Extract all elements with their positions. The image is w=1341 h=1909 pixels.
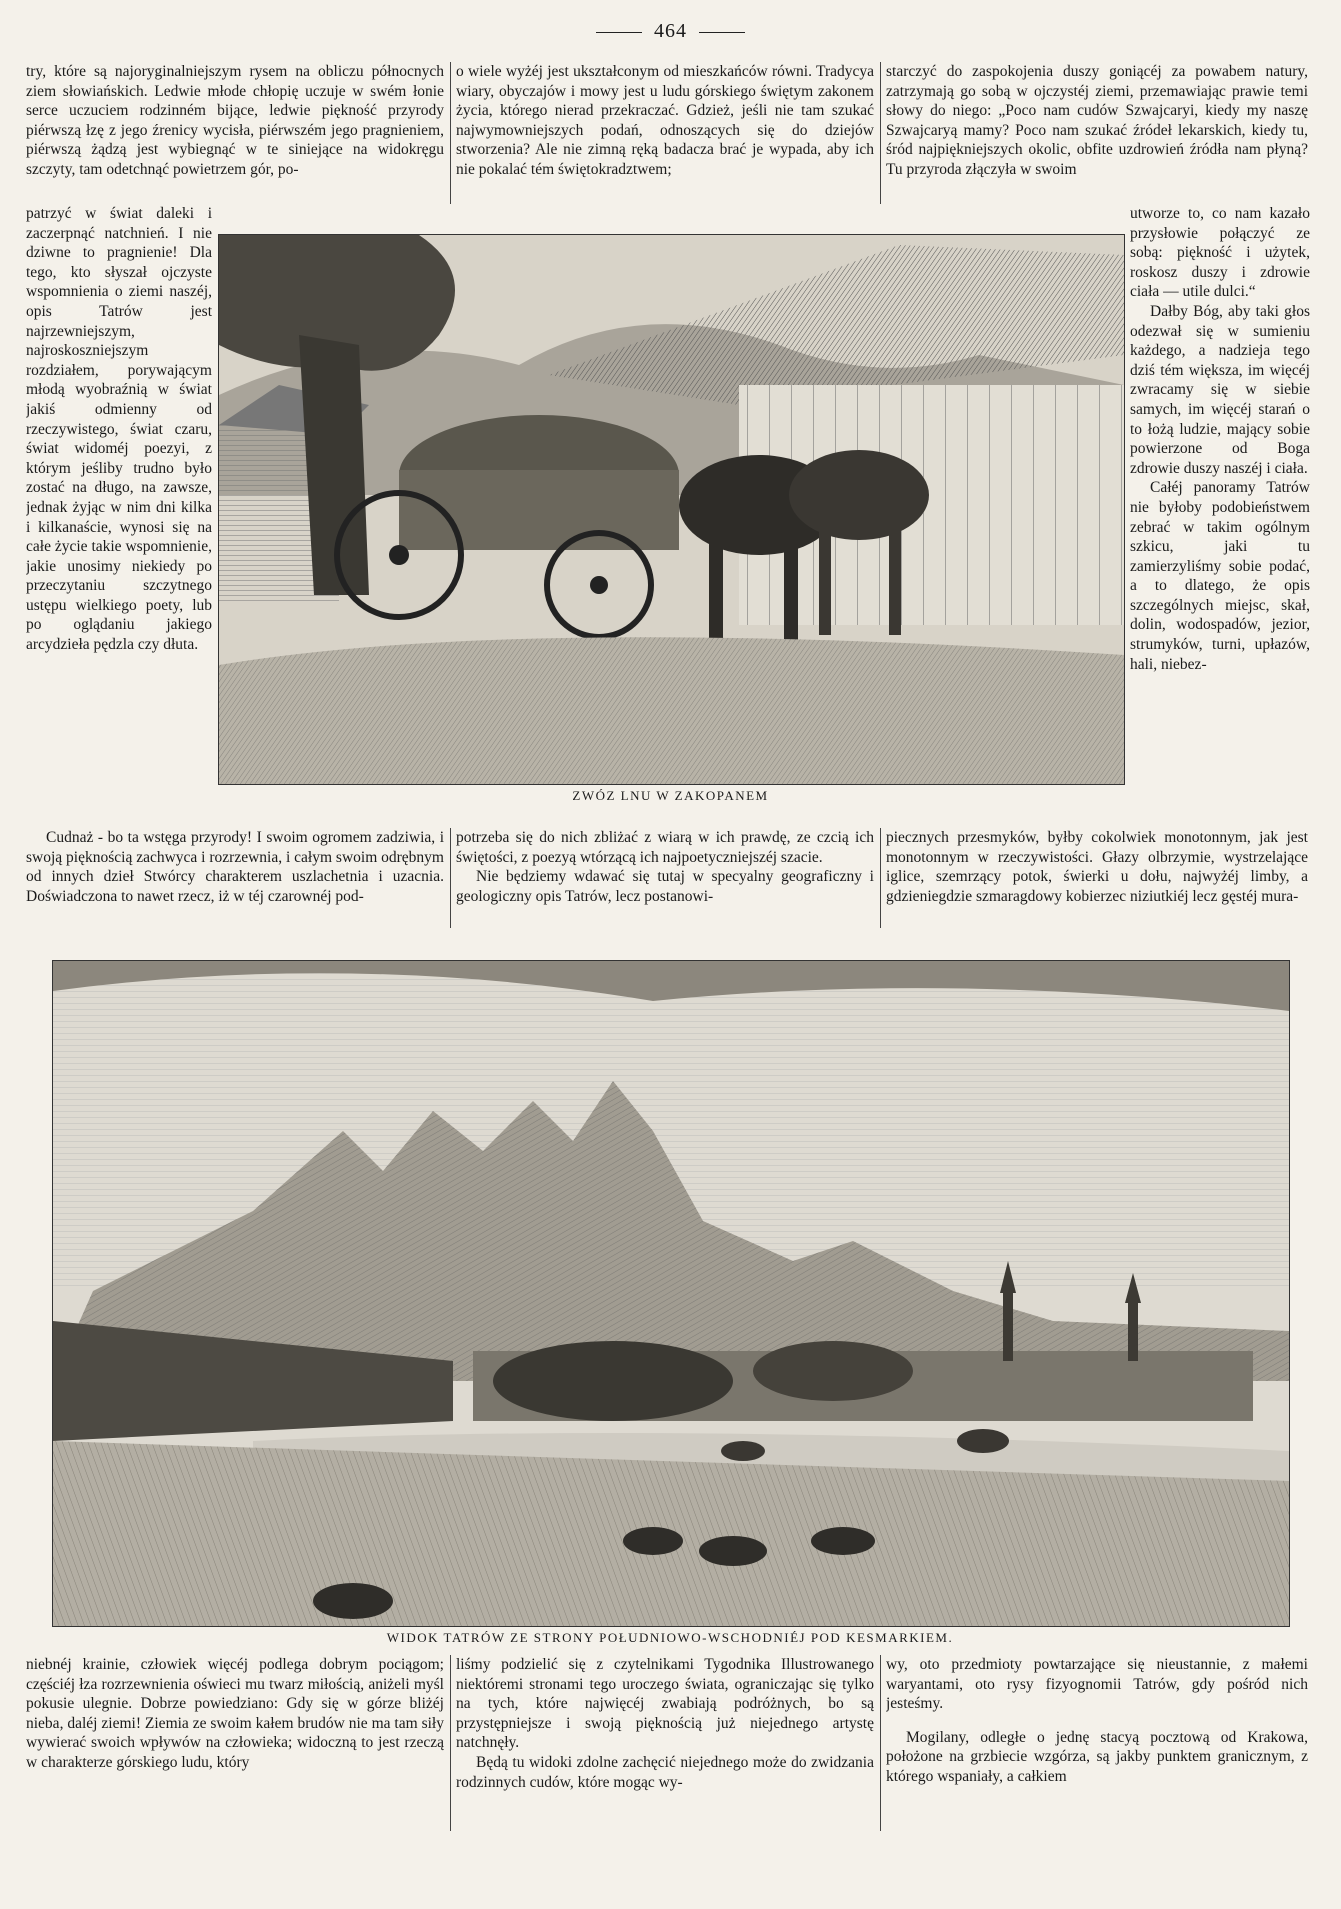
bottom-column-1: niebnéj krainie, człowiek więcéj podlega dobrym pociągom; częściéj łza rozrzewnienia oświeci mu twarz miłością, aniżeli myśl pokusie ulegnie. Dobrze powiedziano: Gdy się w górze bliżéj nieba, daléj ziemi! Ziemia ze swoim kałem brudów nie ma tam siły wywierać swoich wpływów na człowieka; widoczną to jest rzeczą w charakterze górskiego ludu, który xyxy=(26,1656,444,1771)
middle-column-2: potrzeba się do nich zbliżać z wiarą w ich prawdę, ze czcią ich świętości, z poezyą wtórzącą ich najpoetyczniejszéj szacie. Nie będziemy wdawać się tutaj w specyalny geograficzny i geologiczny opis Tatrów, lecz postanowi- xyxy=(456,829,874,905)
bottom-column-3: wy, oto przedmioty powtarzające się nieustannie, z małemi waryantami, oto rysy fizyognomii Tatrów, gdy pośród nich jesteśmy. Mogilany, odległe o jednę stacyą pocztową od Krakowa, położone na grzbiecie wzgórza, są jakby punktem granicznym, z którego wspaniały, a całkiem xyxy=(886,1656,1308,1785)
figure-flax-cart xyxy=(218,234,1125,785)
top-column-3: starczyć do zaspokojenia duszy goniącéj za powabem natury, zatrzymają go sobą w ojczystéj ziemi, przemawiając prawie temi słowy do niego: „Poco nam cudów Szwajcaryi, kiedy my naszę Szwajcaryą mamy? Poco nam szukać źródeł lekarskich, kiedy tu, śród najpiękniejszych okolic, obfite uzdrowień źródła nam płyną? Tu przyroda złączyła w swoim xyxy=(886,63,1308,178)
column-rule xyxy=(450,62,451,204)
top-column-2: o wiele wyżéj jest ukształconym od mieszkańców równi. Tradycya wiary, obyczajów i mowy jest u ludu górskiego świętym zakonem życia, którego nierad przekraczać. Gdzież, jeśli nie tam szukać najwymowniejszych podań, odnoszących się do dziejów stworzenia? Ale nie zimną ręką badacza brać je wypada, aby ich nie pokalać tém świętokradztwem; xyxy=(456,63,874,178)
right-narrow-column: utworze to, co nam kazało przysłowie połączyć ze sobą: piękność i użytek, roskosz duszy i zdrowie ciała — utile dulci.“ Dałby Bóg, aby taki głos odezwał się w sumieniu każdego, a nadzieja tego dziś tém większa, im więcéj zwracamy się w siebie samych, im więcéj starań o to łożą ludzie, mający sobie powierzone od Boga zdrowie duszy naszéj i ciała. Całéj panoramy Tatrów nie byłoby podobieństwem zebrać w takim ogólnym szkicu, jaki tu zamierzyliśmy sobie podać, a to dlatego, że opis szczególnych miejsc, skał, dolin, wodospadów, jezior, strumyków, turni, upłazów, hali, niebez- xyxy=(1130,205,1310,673)
column-rule xyxy=(880,1655,881,1831)
bottom-column-2: liśmy podzielić się z czytelnikami Tygodnika Illustrowanego niektóremi stronami tego uroczego świata, ograniczając się tylko na tych, które najwięcéj zwabiają podróżnych, bo są przystępniejsze i swoją pięknością już niejednego artystę natchnęły. Będą tu widoki zdolne zachęcić niejednego może do zwidzania rodzinnych cudów, które mogąc wy- xyxy=(456,1656,874,1791)
figure-1-caption: ZWÓZ LNU W ZAKOPANEM xyxy=(572,788,769,803)
engraving-flax-cart xyxy=(219,235,1124,784)
page-number xyxy=(0,20,1341,43)
engraving-tatra-panorama xyxy=(53,961,1289,1626)
column-rule xyxy=(880,62,881,204)
page-number-text: 464 xyxy=(654,20,687,42)
column-rule xyxy=(450,828,451,928)
figure-tatra-panorama xyxy=(52,960,1290,1627)
figure-2-caption: WIDOK TATRÓW ZE STRONY POŁUDNIOWO-WSCHODNIÉJ POD KESMARKIEM. xyxy=(386,1630,954,1645)
column-rule xyxy=(880,828,881,928)
top-column-1: try, które są najoryginalniejszym rysem na obliczu północnych ziem słowiańskich. Ledwie młode chłopię uczuje w swém łonie serce uczuciem rodzinném bijące, ledwie piękność przyrody piérwszą łzę z jego źrenicy wycisła, piérwszém jego pragnieniem, piérwszą żądzą jest wybiegnąć w te siniejące na widokręgu szczyty, tam odetchnąć powietrzem gór, po- xyxy=(26,63,444,178)
middle-column-1: Cudnaż - bo ta wstęga przyrody! I swoim ogromem zadziwia, i swoją pięknością zachwyca i rozrzewnia, i całym swoim odrębnym od innych dzieł Stwórcy charakterem uszlachetnia i uzacnia. Doświadczona to nawet rzecz, iż w téj czarownéj pod- xyxy=(26,829,444,905)
column-rule xyxy=(450,1655,451,1831)
middle-column-3: piecznych przesmyków, byłby cokolwiek monotonnym, jak jest monotonnym w rzeczywistości. Głazy olbrzymie, wystrzelające iglice, szemrzący potok, świerki u dołu, najwyżéj limby, a gdzieniegdzie szmaragdowy kobierzec niziutkiéj lecz gęstéj mura- xyxy=(886,829,1308,905)
left-narrow-column: patrzyć w świat daleki i zaczerpnąć natchnień. I nie dziwne to pragnienie! Dla tego, kto słyszał ojczyste wspomnienia o ziemi naszéj, opis Tatrów jest najrzewniejszym, najroskoszniejszym rozdziałem, porywającym młodą wyobraźnią w świat jakiś odmienny od rzeczywistego, świat czaru, świat widoméj poezyi, z którym jeśliby trudno było zostać na długo, na zawsze, jednak żyjąc w nim dni kilka i kilkanaście, wynosi się na całe życie takie wspomnienie, jakie unosimy niekiedy po przeczytaniu szczytnego ustępu wielkiego poety, lub po oglądaniu jakiego arcydzieła pędzla czy dłuta. xyxy=(26,205,212,654)
